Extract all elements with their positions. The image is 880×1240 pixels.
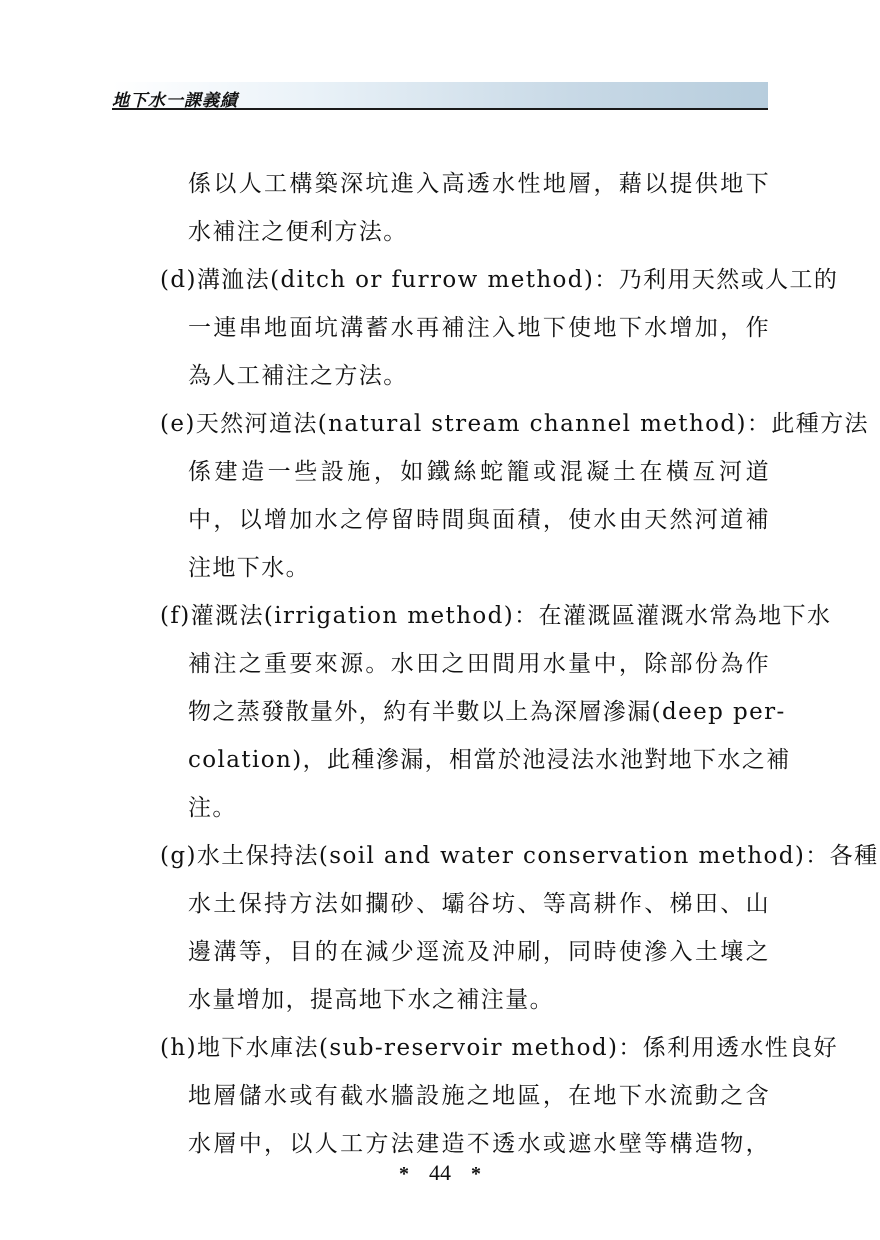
text-line: 為人工補注之方法。: [188, 363, 408, 389]
page-body: [160, 160, 879, 1168]
text-line: 係以人工構築深坑進入高透水性地層，藉以提供地下: [188, 171, 770, 197]
text-line: 一連串地面坑溝蓄水再補注入地下使地下水增加，作: [188, 315, 770, 341]
text-line: 水土保持方法如攔砂、壩谷坊、等高耕作、梯田、山: [188, 891, 770, 917]
text-line: 係建造一些設施，如鐵絲蛇籠或混凝土在橫亙河道: [188, 459, 770, 485]
header-title: 地下水一課義績: [112, 91, 238, 111]
text-line: (h)地下水庫法(sub-reservoir method)：係利用透水性良好: [160, 1035, 838, 1061]
text-line: 中，以增加水之停留時間與面積，使水由天然河道補: [188, 507, 770, 533]
text-line: colation)，此種滲漏，相當於池浸法水池對地下水之補: [188, 747, 791, 773]
footer-star-left: *: [399, 1163, 409, 1185]
running-header: [112, 82, 768, 110]
text-line: 水量增加，提高地下水之補注量。: [188, 987, 554, 1013]
text-line: 注。: [188, 795, 237, 821]
text-line: (f)灌溉法(irrigation method)：在灌溉區灌溉水常為地下水: [160, 603, 832, 629]
page-number: 44: [429, 1160, 451, 1185]
text-line: (d)溝洫法(ditch or furrow method)：乃利用天然或人工的: [160, 267, 839, 293]
text-line: 地層儲水或有截水牆設施之地區，在地下水流動之含: [188, 1083, 770, 1109]
text-line: 水補注之便利方法。: [188, 219, 408, 245]
text-line: (g)水土保持法(soil and water conservation method)：各種: [160, 843, 879, 869]
text-line: 注地下水。: [188, 555, 310, 581]
text-line: 補注之重要來源。水田之田間用水量中，除部份為作: [188, 651, 770, 677]
text-line: 物之蒸發散量外，約有半數以上為深層滲漏(deep per-: [188, 699, 786, 725]
text-line: 邊溝等，目的在減少逕流及沖刷，同時使滲入土壤之: [188, 939, 770, 965]
text-line: (e)天然河道法(natural stream channel method)：此種方法: [160, 411, 869, 437]
page-footer: [0, 1160, 880, 1186]
text-line: 水層中，以人工方法建造不透水或遮水壁等構造物，: [188, 1131, 770, 1157]
footer-star-right: *: [471, 1163, 481, 1185]
